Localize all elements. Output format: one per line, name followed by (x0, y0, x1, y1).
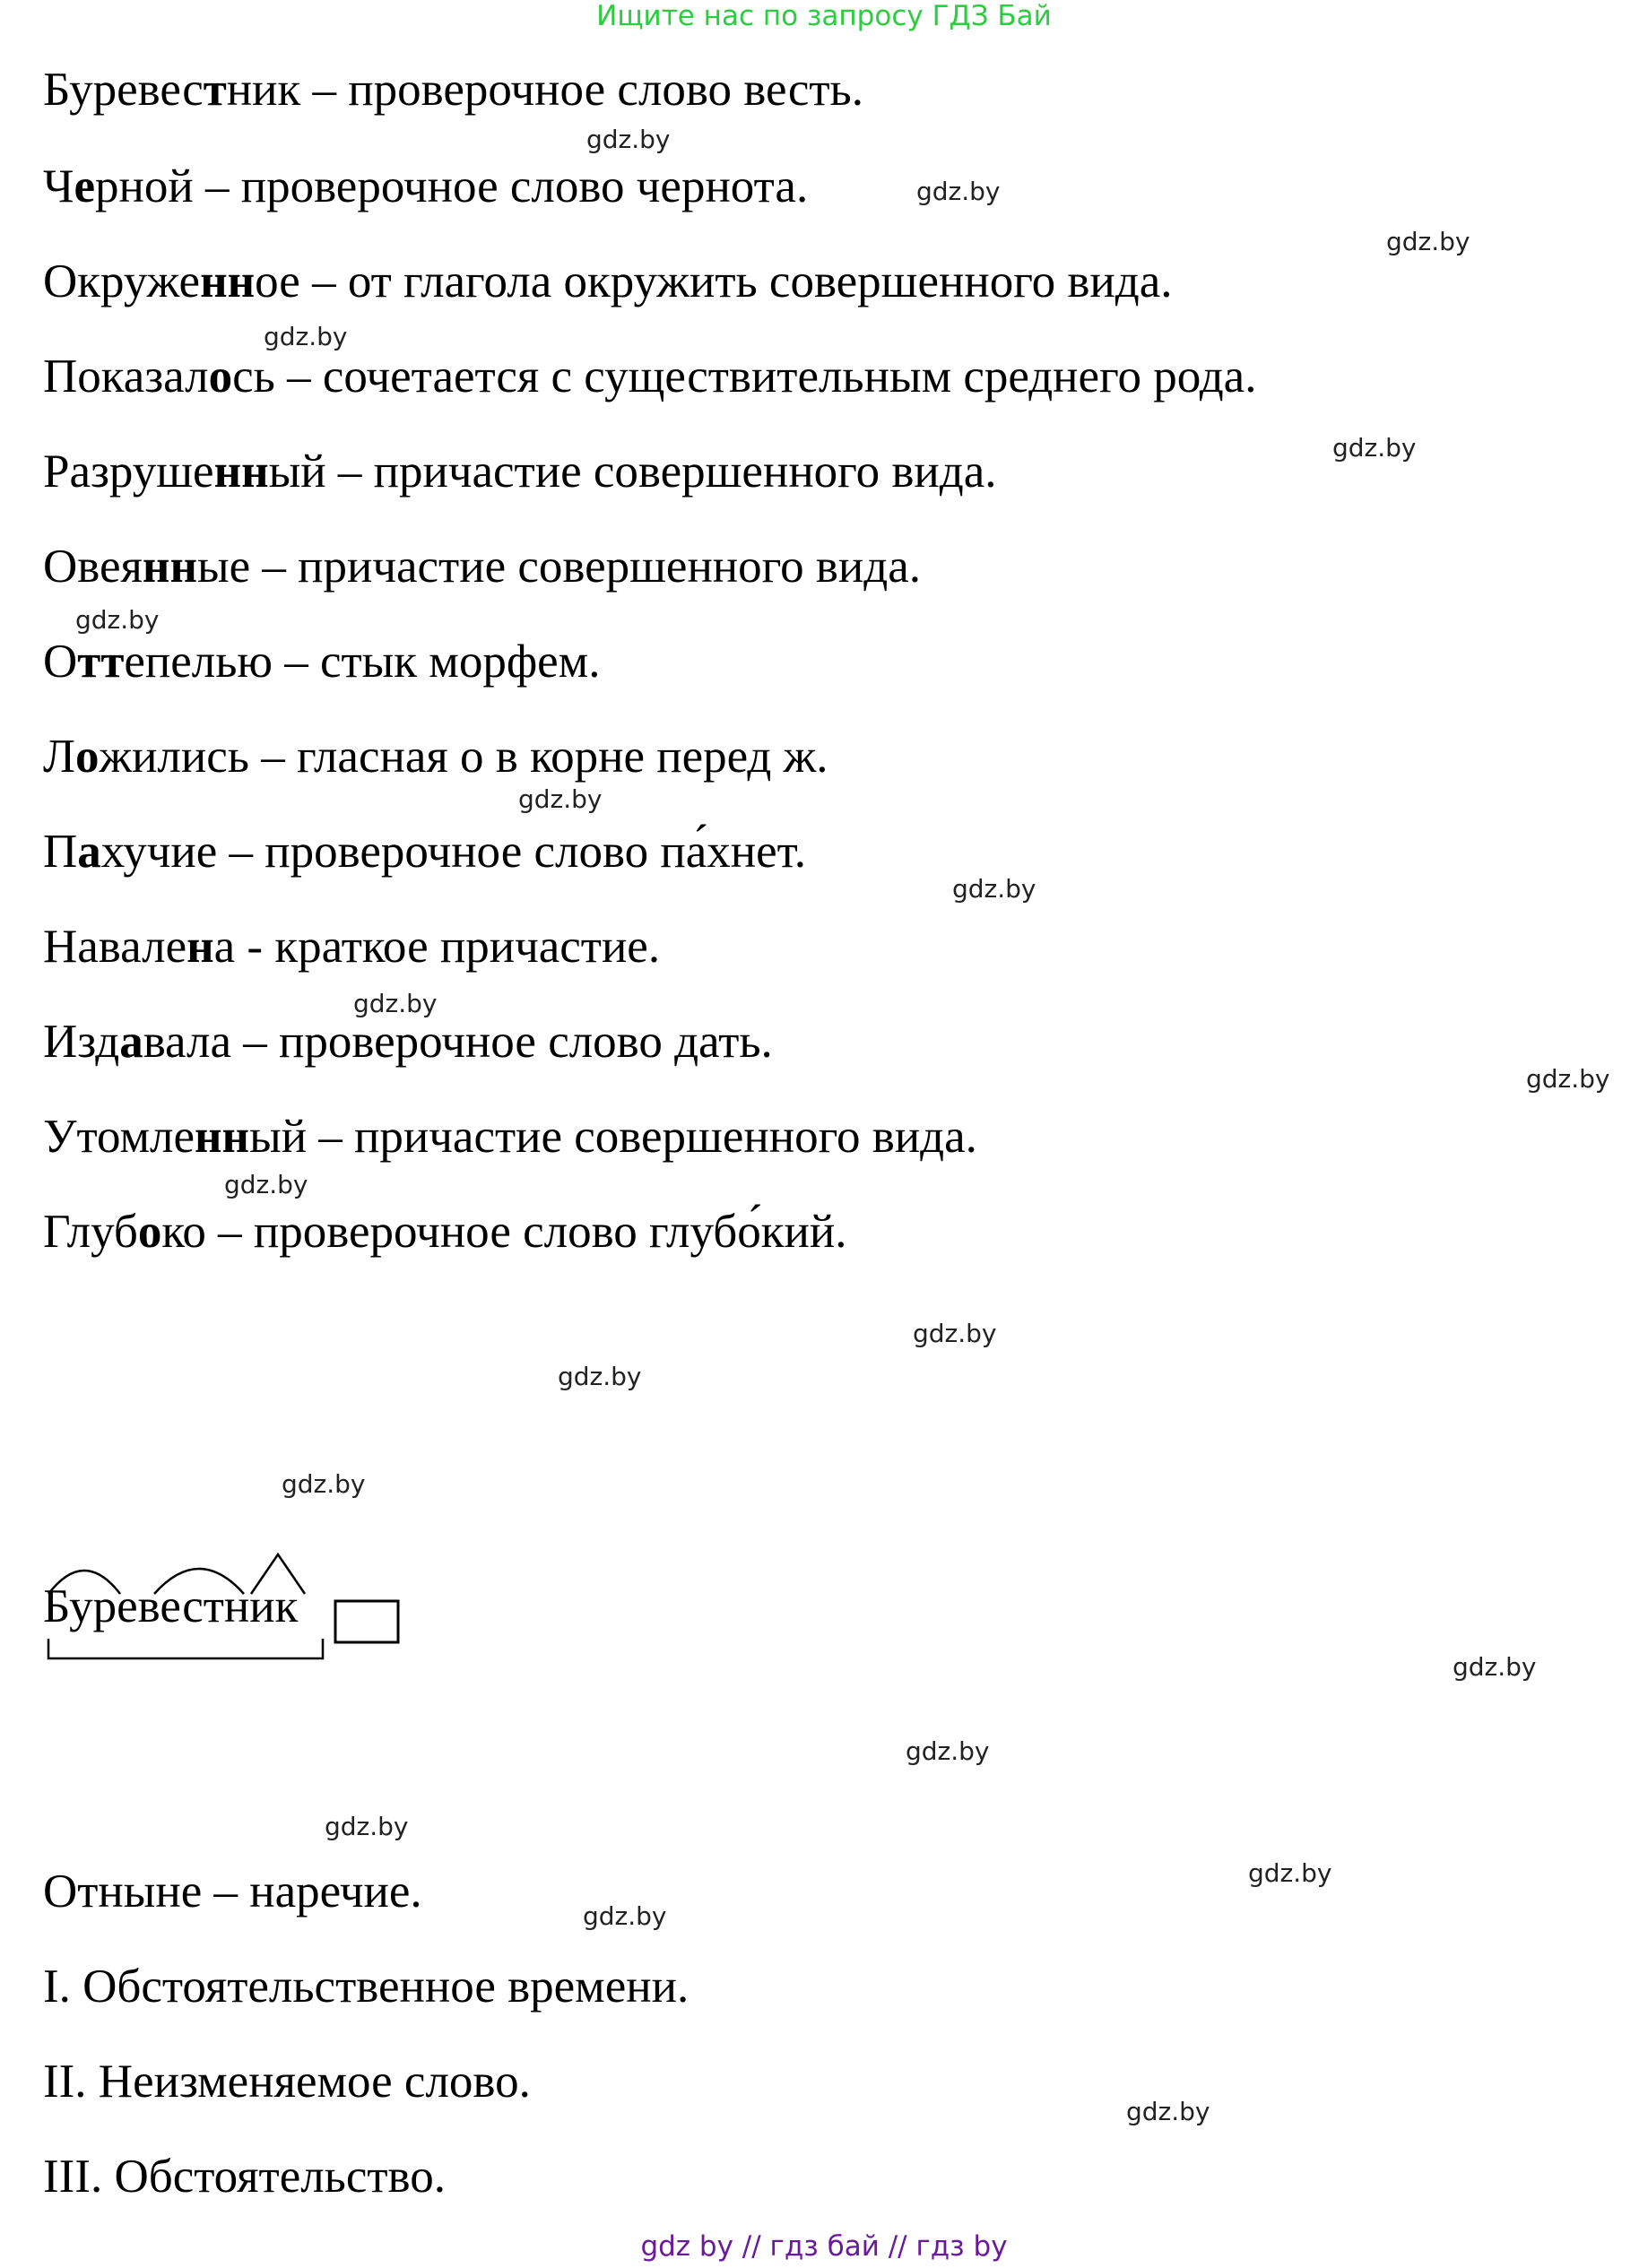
spelling-line-13: Глубоко – проверочное слово глубо́кий. (43, 1206, 847, 1258)
watermark: gdz.by (224, 1170, 308, 1199)
watermark: gdz.by (916, 177, 1001, 206)
watermark: gdz.by (518, 784, 603, 814)
watermark: gdz.by (282, 1469, 366, 1499)
spelling-line-6: Овеянные – причастие совершенного вида. (43, 541, 921, 593)
watermark: gdz.by (353, 989, 438, 1018)
analysis-line-2: I. Обстоятельственное времени. (43, 1961, 690, 2013)
watermark: gdz.by (1526, 1064, 1610, 1094)
analysis-line-1: Отныне – наречие. (43, 1865, 422, 1917)
watermark: gdz.by (558, 1362, 642, 1391)
spelling-line-8: Ложились – гласная о в корне перед ж. (43, 731, 828, 783)
spelling-line-11: Издавала – проверочное слово дать. (43, 1016, 773, 1068)
watermark: gdz.by (1386, 227, 1470, 256)
watermark: gdz.by (906, 1736, 990, 1766)
spelling-line-12: Утомленный – причастие совершенного вида. (43, 1111, 977, 1163)
morpheme-diagram (39, 1542, 416, 1667)
watermark: gdz.by (952, 874, 1037, 904)
watermark: gdz.by (586, 125, 671, 154)
watermark: gdz.by (75, 605, 160, 635)
watermark: gdz.by (1332, 433, 1417, 463)
watermark: gdz.by (583, 1901, 667, 1931)
diagram-word: Буревестник (43, 1580, 299, 1632)
analysis-line-4: III. Обстоятельство. (43, 2151, 446, 2203)
spelling-line-9: Пахучие – проверочное слово па́хнет. (43, 826, 807, 878)
watermark: gdz.by (264, 322, 348, 351)
watermark: gdz.by (325, 1812, 409, 1841)
watermark: gdz.by (1453, 1652, 1537, 1682)
spelling-line-10: Навалена - краткое причастие. (43, 921, 661, 973)
spelling-line-3: Окруженное – от глагола окружить совершенного вида. (43, 255, 1173, 307)
watermark: gdz.by (1248, 1858, 1332, 1888)
watermark: gdz.by (913, 1319, 997, 1348)
header-banner: Ищите нас по запросу ГДЗ Бай (596, 0, 1052, 32)
spelling-line-4: Показалось – сочетается с существительным среднего рода. (43, 351, 1257, 403)
ending-box (335, 1601, 398, 1642)
stem-bracket (48, 1639, 323, 1658)
spelling-line-1: Буревестник – проверочное слово весть. (43, 64, 863, 116)
analysis-line-3: II. Неизменяемое слово. (43, 2056, 531, 2108)
spelling-line-2: Черной – проверочное слово чернота. (43, 160, 809, 212)
watermark: gdz.by (1126, 2097, 1210, 2126)
spelling-line-7: Оттепелью – стык морфем. (43, 636, 601, 688)
spelling-line-5: Разрушенный – причастие совершенного вида. (43, 446, 997, 498)
footer-links: gdz by // гдз бай // гдз by (640, 2230, 1008, 2263)
